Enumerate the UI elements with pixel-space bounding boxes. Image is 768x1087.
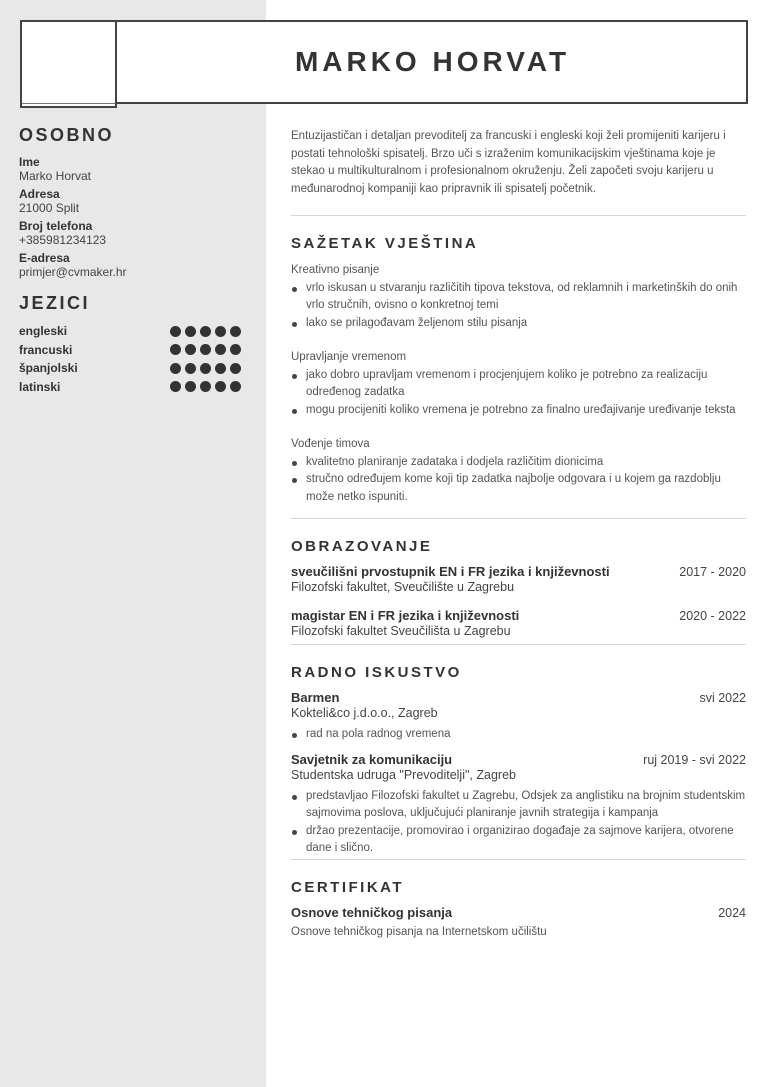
level-dot-icon: [170, 344, 181, 355]
education-section: [291, 538, 746, 639]
level-dot-icon: [230, 381, 241, 392]
certificate-description: Osnove tehničkog pisanja na Internetskom učilištu: [291, 925, 547, 938]
skill-list: [291, 280, 746, 333]
job-duties: [291, 788, 746, 858]
level-dot-icon: [170, 363, 181, 374]
skills-section: [291, 235, 746, 506]
skill-item: lako se prilagođavam željenom stilu pisanja: [291, 315, 746, 333]
degree-title: sveučilišni prvostupnik EN i FR jezika i književnosti: [291, 564, 610, 579]
language-row: [19, 378, 244, 397]
skill-group: [291, 262, 746, 332]
level-dot-icon: [185, 344, 196, 355]
personal-phone: [19, 219, 244, 247]
language-name: francuski: [19, 342, 73, 357]
skill-item: mogu procijeniti koliko vremena je potrebno za finalno uređajivanje uređivanje teksta: [291, 402, 746, 420]
entry-header: [291, 690, 746, 705]
languages-heading: JEZICI: [19, 293, 91, 313]
institution: Filozofski fakultet Sveučilišta u Zagrebu: [291, 624, 511, 638]
level-dot-icon: [215, 326, 226, 337]
skill-group: [291, 349, 746, 419]
level-dot-icon: [200, 381, 211, 392]
level-dot-icon: [185, 363, 196, 374]
info-label: E-adresa: [19, 251, 70, 265]
duty-item: držao prezentacije, promovirao i organizirao događaje za sajmove karijera, otvorene dane i slično.: [291, 823, 746, 858]
education-date: 2017 - 2020: [679, 565, 746, 579]
degree-title: magistar EN i FR jezika i književnosti: [291, 608, 520, 623]
skill-group: [291, 436, 746, 506]
company: Kokteli&co j.d.o.o., Zagreb: [291, 706, 438, 720]
experience-entry: [291, 752, 746, 858]
experience-entry: [291, 690, 746, 744]
info-value: +385981234123: [19, 233, 107, 247]
language-name: engleski: [19, 324, 68, 339]
skill-group-title: Kreativno pisanje: [291, 264, 380, 276]
skill-item: stručno određujem kome koji tip zadatka najbolje odgovara i u kojem ga razdoblju može netko ispuniti.: [291, 471, 746, 506]
certificates-section: [291, 879, 746, 942]
skills-heading: SAŽETAK VJEŠTINA: [291, 235, 479, 252]
section-divider: [291, 215, 746, 216]
entry-header: [291, 905, 746, 920]
certificates-heading: CERTIFIKAT: [291, 878, 405, 896]
photo-placeholder: [20, 20, 117, 108]
job-duties: [291, 726, 746, 744]
level-dot-icon: [215, 381, 226, 392]
language-level: [170, 344, 241, 355]
section-divider: [291, 859, 746, 860]
job-date: ruj 2019 - svi 2022: [643, 752, 746, 767]
level-dot-icon: [200, 363, 211, 374]
info-label: Broj telefona: [19, 219, 93, 233]
level-dot-icon: [215, 363, 226, 374]
duty-item: predstavljao Filozofski fakultet u Zagrebu, Odsjek za anglistiku na brojnim studentskim sajmovima poslova, uključujući planiranje javnih strategija i kampanja: [291, 788, 746, 823]
skill-item: kvalitetno planiranje zadataka i dodjela različitim dionicima: [291, 454, 746, 472]
certificate-entry: [291, 905, 746, 942]
company: Studentska udruga "Prevoditelji", Zagreb: [291, 767, 516, 782]
info-value: Marko Horvat: [19, 169, 92, 183]
skill-group-title: Upravljanje vremenom: [291, 351, 407, 363]
language-level: [170, 363, 241, 374]
profile-summary: Entuzijastičan i detaljan prevoditelj za francuski i engleski koji želi promijeniti karijeru i postati tehnološki spisatelj. Brzo uči s izraženim komunikacijskim vještinama koje je stekao u multikulturalnom i profesionalnom okruženju. Želi započeti svoju karijeru u međunarodnoj kompaniji kao pripravnik ili spisatelj početnik.: [291, 130, 726, 195]
level-dot-icon: [185, 381, 196, 392]
language-name: latinski: [19, 379, 61, 394]
job-date: svi 2022: [699, 691, 746, 705]
info-value: 21000 Split: [19, 201, 80, 215]
info-label: Ime: [19, 155, 40, 169]
entry-header: [291, 564, 746, 579]
section-divider: [291, 644, 746, 645]
main-content: [291, 128, 746, 941]
education-heading: OBRAZOVANJE: [291, 538, 433, 555]
level-dot-icon: [170, 381, 181, 392]
education-entry: [291, 564, 746, 595]
language-row: [19, 341, 244, 360]
level-dot-icon: [185, 326, 196, 337]
personal-heading: OSOBNO: [19, 125, 115, 145]
info-value: primjer@cvmaker.hr: [19, 265, 127, 279]
section-divider: [291, 518, 746, 519]
institution: Filozofski fakultet, Sveučilište u Zagrebu: [291, 580, 515, 594]
level-dot-icon: [200, 326, 211, 337]
duty-item: rad na pola radnog vremena: [291, 726, 746, 744]
level-dot-icon: [200, 344, 211, 355]
experience-section: [291, 664, 746, 858]
skill-list: [291, 367, 746, 420]
personal-email: [19, 251, 244, 279]
level-dot-icon: [230, 344, 241, 355]
level-dot-icon: [170, 326, 181, 337]
candidate-name: MARKO HORVAT: [294, 46, 571, 77]
skill-group-title: Vođenje timova: [291, 438, 370, 450]
language-row: [19, 359, 244, 378]
language-level: [170, 326, 241, 337]
language-name: španjolski: [19, 361, 78, 376]
job-title: Barmen: [291, 690, 340, 705]
certificate-title: Osnove tehničkog pisanja: [291, 904, 453, 920]
sidebar: [19, 125, 244, 396]
skill-list: [291, 454, 746, 507]
personal-address: [19, 187, 244, 215]
education-entry: [291, 608, 746, 639]
level-dot-icon: [230, 363, 241, 374]
entry-header: [291, 608, 746, 623]
language-row: [19, 322, 244, 341]
job-title: Savjetnik za komunikaciju: [291, 751, 453, 767]
level-dot-icon: [215, 344, 226, 355]
level-dot-icon: [230, 326, 241, 337]
education-date: 2020 - 2022: [679, 609, 746, 623]
skill-item: jako dobro upravljam vremenom i procjenjujem koliko je potrebno za realizaciju određenog zadatka: [291, 367, 746, 402]
personal-name: [19, 155, 244, 183]
language-level: [170, 381, 241, 392]
skill-item: vrlo iskusan u stvaranju različitih tipova tekstova, od reklamnih i marketinških do onih vrlo stručnih, ovisno o konkretnoj temi: [291, 280, 746, 315]
entry-header: [291, 752, 746, 767]
info-label: Adresa: [19, 187, 60, 201]
certificate-date: 2024: [718, 905, 746, 920]
experience-heading: RADNO ISKUSTVO: [291, 664, 462, 681]
